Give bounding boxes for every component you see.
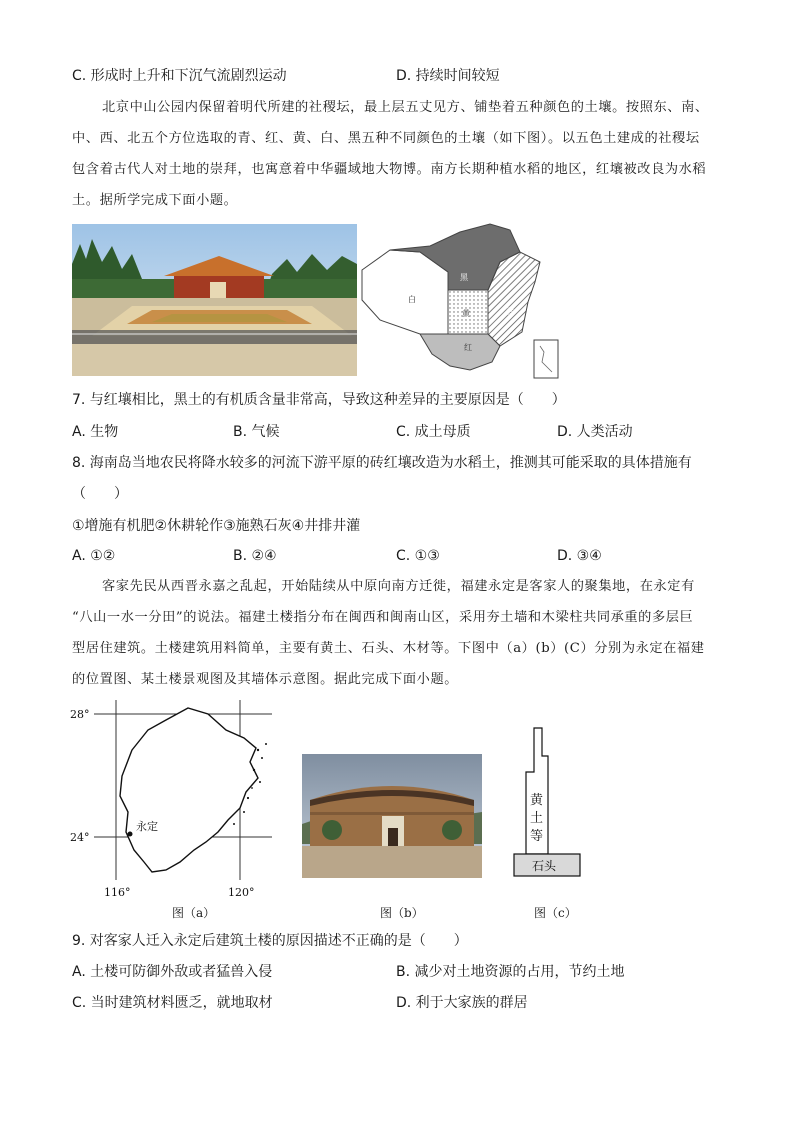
lon-120: 120° (228, 886, 255, 899)
passage2-line: 客家先民从西晋永嘉之乱起，开始陆续从中原向南方迁徙，福建永定是客家人的聚集地，在永定有 (102, 579, 695, 594)
label-white: 白 (408, 295, 416, 304)
passage1-line: 土。据所学完成下面小题。 (72, 193, 238, 208)
q8-stem-blank: （ ） (72, 486, 128, 502)
lat-28: 28° (70, 708, 90, 721)
figure-b-caption: 图（b） (380, 906, 424, 920)
passage2-line: 型居住建筑。土楼建筑用料简单，主要有黄土、石头、木材等。下图中（a）(b）(C）分别为永定在福建 (72, 641, 705, 656)
q6-option-c: C. 形成时上升和下沉气流剧烈运动 (72, 68, 287, 84)
q9-option-c: C. 当时建筑材料匮乏，就地取材 (72, 995, 273, 1011)
label-cyan: 青 (506, 307, 514, 316)
passage2-line: “八山一水一分田”的说法。福建土楼指分布在闽西和闽南山区，采用夯土墙和木梁柱共同承重的多层巨 (72, 610, 694, 625)
q8-option-a: A. ①② (72, 548, 116, 564)
stone-base-label: 石头 (532, 859, 557, 873)
q9-option-a: A. 土楼可防御外敌或者猛兽入侵 (72, 964, 273, 980)
label-yellow: 黄 (462, 309, 470, 318)
five-color-soil-map (360, 222, 560, 382)
label-black: 黑 (460, 273, 468, 282)
label-yongding: 永定 (136, 820, 158, 833)
q6-option-d: D. 持续时间较短 (396, 68, 500, 84)
lon-116: 116° (104, 886, 131, 899)
q9-option-d: D. 利于大家族的群居 (396, 995, 528, 1011)
q8-measures: ①增施有机肥②休耕轮作③施熟石灰④井排井灌 (72, 518, 361, 534)
label-red: 红 (464, 343, 472, 352)
q8-option-c: C. ①③ (396, 548, 440, 564)
q7-option-a: A. 生物 (72, 424, 119, 440)
q7-option-c: C. 成土母质 (396, 424, 471, 440)
passage1-line: 北京中山公园内保留着明代所建的社稷坛，最上层五丈见方、铺垫着五种颜色的土壤。按照东、南、 (102, 100, 709, 115)
q7-stem: 7. 与红壤相比，黑土的有机质含量非常高，导致这种差异的主要原因是（ ） (72, 392, 566, 408)
figure-c-wall-diagram (508, 726, 584, 878)
q7-option-d: D. 人类活动 (557, 424, 633, 440)
passage1-line: 包含着古代人对土地的崇拜，也寓意着中华疆域地大物博。南方长期种植水稻的地区，红壤被改良为水稻 (72, 162, 707, 177)
figure-a-fujian-map (68, 700, 278, 905)
passage2-line: 的位置图、某土楼景观图及其墙体示意图。据此完成下面小题。 (72, 672, 459, 687)
altar-photo (72, 224, 357, 376)
q7-option-b: B. 气候 (233, 424, 280, 440)
passage1-line: 中、西、北五个方位选取的青、红、黄、白、黑五种不同颜色的土壤（如下图）。以五色土建成的社稷坛 (72, 131, 700, 146)
wall-char: 土 (530, 811, 544, 826)
lat-24: 24° (70, 831, 90, 844)
wall-char: 等 (530, 829, 544, 844)
q9-stem: 9. 对客家人迁入永定后建筑土楼的原因描述不正确的是（ ） (72, 933, 468, 949)
figure-a-caption: 图（a） (172, 906, 216, 920)
wall-char: 黄 (530, 793, 544, 808)
q8-stem: 8. 海南岛当地农民将降水较多的河流下游平原的砖红壤改造为水稻土，推测其可能采取的具体措施有 (72, 455, 692, 471)
q8-option-b: B. ②④ (233, 548, 277, 564)
figure-b-tulou-photo (302, 754, 482, 878)
q8-option-d: D. ③④ (557, 548, 602, 564)
figure-c-caption: 图（c） (534, 906, 577, 920)
q9-option-b: B. 减少对土地资源的占用，节约土地 (396, 964, 625, 980)
